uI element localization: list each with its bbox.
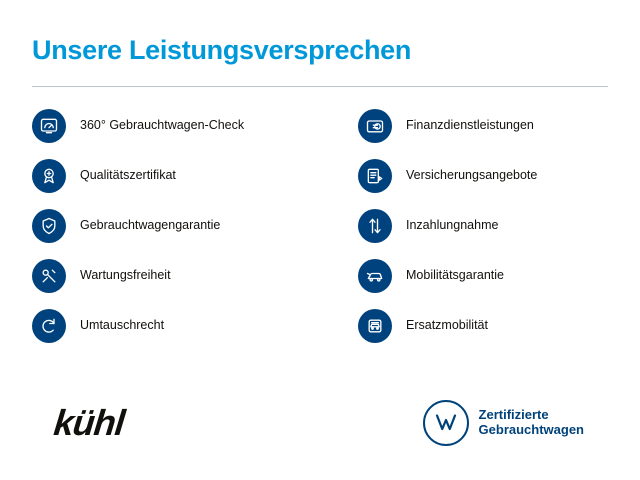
list-item bbox=[358, 209, 608, 243]
dealer-logo: kühl bbox=[51, 402, 127, 443]
list-item bbox=[358, 109, 608, 143]
list-item-label: Umtauschrecht bbox=[80, 318, 165, 333]
volkswagen-logo-icon bbox=[423, 400, 469, 446]
list-item-label: Versicherungsangebote bbox=[406, 168, 538, 183]
mobility-car-icon bbox=[358, 259, 392, 293]
list-item bbox=[32, 259, 320, 293]
footer bbox=[32, 400, 608, 446]
vw-text-line1: Zertifizierte bbox=[478, 407, 549, 423]
quality-seal-icon bbox=[32, 159, 66, 193]
title-divider bbox=[32, 86, 608, 87]
vw-text-line2: Gebrauchtwagen bbox=[478, 422, 584, 437]
list-item bbox=[32, 159, 320, 193]
list-item bbox=[358, 309, 608, 343]
insurance-car-icon bbox=[358, 159, 392, 193]
list-item-label: 360° Gebrauchtwagen-Check bbox=[80, 118, 245, 133]
replacement-car-icon bbox=[358, 309, 392, 343]
trade-in-arrows-icon bbox=[358, 209, 392, 243]
list-item bbox=[32, 209, 320, 243]
finance-euro-icon bbox=[358, 109, 392, 143]
list-item bbox=[358, 159, 608, 193]
list-item-label: Wartungsfreiheit bbox=[80, 268, 171, 283]
list-item-label: Gebrauchtwagengarantie bbox=[80, 218, 221, 233]
benefits-column-left bbox=[32, 109, 320, 343]
page-title: Unsere Leistungsversprechen bbox=[32, 35, 412, 65]
exchange-arrows-icon bbox=[32, 309, 66, 343]
wrench-gear-icon bbox=[32, 259, 66, 293]
benefits-column-right bbox=[320, 109, 608, 343]
vw-certified-text bbox=[479, 408, 584, 438]
list-item bbox=[32, 109, 320, 143]
list-item-label: Ersatzmobilität bbox=[406, 318, 488, 333]
list-item bbox=[358, 259, 608, 293]
gauge-check-icon bbox=[32, 109, 66, 143]
list-item-label: Qualitätszertifikat bbox=[80, 168, 176, 183]
vw-certified-badge bbox=[423, 400, 608, 446]
list-item-label: Mobilitätsgarantie bbox=[406, 268, 504, 283]
benefits-columns bbox=[32, 109, 608, 343]
list-item bbox=[32, 309, 320, 343]
list-item-label: Finanzdienstleistungen bbox=[406, 118, 534, 133]
list-item-label: Inzahlungnahme bbox=[406, 218, 499, 233]
shield-check-icon bbox=[32, 209, 66, 243]
